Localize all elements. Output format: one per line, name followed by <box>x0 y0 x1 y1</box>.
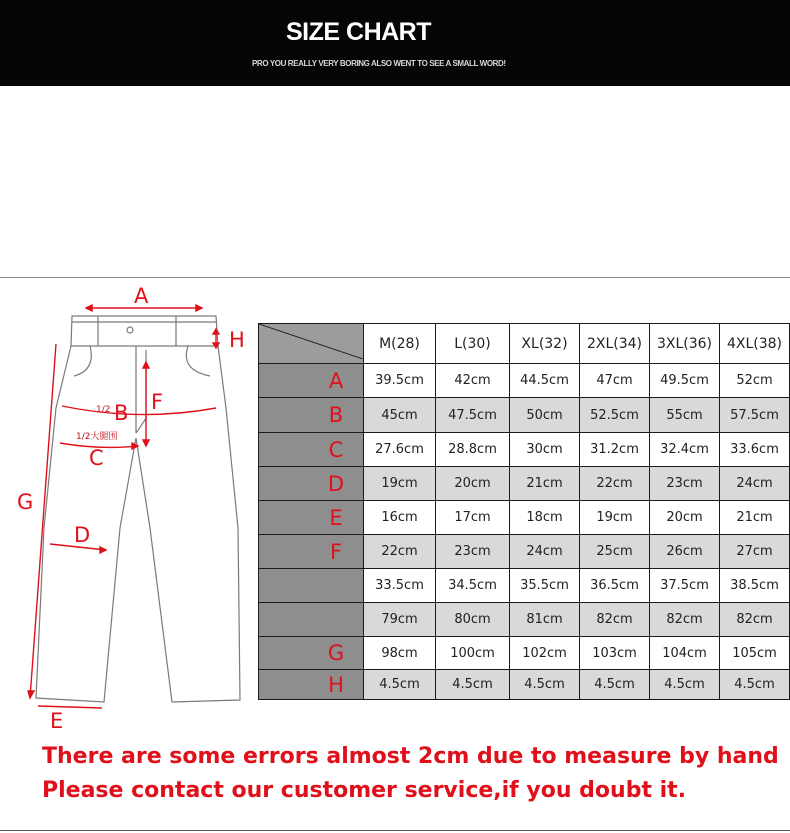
table-cell: 17cm <box>436 501 510 535</box>
column-header: M(28) <box>364 324 436 364</box>
table-cell: 21cm <box>510 467 580 501</box>
table-cell: 39.5cm <box>364 364 436 398</box>
table-cell: 50cm <box>510 398 580 433</box>
page-title: SIZE CHART <box>286 18 431 46</box>
header-subtitle: PRO YOU REALLY VERY BORING ALSO WENT TO SEE A SMALL WORD! <box>252 59 506 68</box>
table-cell: 4.5cm <box>510 670 580 700</box>
table-row <box>259 637 790 670</box>
table-cell: 23cm <box>650 467 720 501</box>
table-row <box>259 569 790 603</box>
table-corner-cell <box>259 324 364 364</box>
table-cell: 4.5cm <box>364 670 436 700</box>
table-cell: 105cm <box>720 637 790 670</box>
table-cell: 20cm <box>436 467 510 501</box>
table-cell: 100cm <box>436 637 510 670</box>
table-cell: 44.5cm <box>510 364 580 398</box>
bottom-divider <box>0 830 790 831</box>
row-label: G <box>259 637 364 670</box>
label-f: F <box>151 390 164 414</box>
row-label: F <box>259 535 364 569</box>
table-cell: 28.8cm <box>436 433 510 467</box>
table-cell: 24cm <box>720 467 790 501</box>
table-cell: 20cm <box>650 501 720 535</box>
table-row <box>259 433 790 467</box>
label-b: B <box>114 401 129 425</box>
label-h: H <box>229 328 245 352</box>
table-header-row <box>259 324 790 364</box>
table-cell: 79cm <box>364 603 436 637</box>
table-cell: 47cm <box>580 364 650 398</box>
table-cell: 24cm <box>510 535 580 569</box>
table-cell: 37.5cm <box>650 569 720 603</box>
table-cell: 55cm <box>650 398 720 433</box>
table-row <box>259 670 790 700</box>
table-row <box>259 467 790 501</box>
table-cell: 23cm <box>436 535 510 569</box>
table-cell: 52cm <box>720 364 790 398</box>
table-cell: 82cm <box>650 603 720 637</box>
table-cell: 81cm <box>510 603 580 637</box>
row-label <box>259 603 364 637</box>
table-cell: 33.6cm <box>720 433 790 467</box>
table-cell: 16cm <box>364 501 436 535</box>
label-d: D <box>74 523 91 547</box>
label-c: C <box>89 446 104 470</box>
table-cell: 21cm <box>720 501 790 535</box>
table-cell: 103cm <box>580 637 650 670</box>
column-header: 3XL(36) <box>650 324 720 364</box>
table-cell: 27.6cm <box>364 433 436 467</box>
table-row <box>259 535 790 569</box>
table-cell: 32.4cm <box>650 433 720 467</box>
row-label <box>259 569 364 603</box>
header-banner <box>0 0 790 86</box>
note-line-1: There are some errors almost 2cm due to measure by hand <box>42 744 779 769</box>
jeans-diagram <box>0 278 260 738</box>
row-label: E <box>259 501 364 535</box>
table-cell: 47.5cm <box>436 398 510 433</box>
table-cell: 4.5cm <box>436 670 510 700</box>
table-cell: 104cm <box>650 637 720 670</box>
label-e: E <box>50 709 64 733</box>
table-cell: 36.5cm <box>580 569 650 603</box>
note-line-2: Please contact our customer service,if you doubt it. <box>42 778 687 803</box>
table-cell: 80cm <box>436 603 510 637</box>
table-row <box>259 364 790 398</box>
table-row <box>259 603 790 637</box>
table-cell: 18cm <box>510 501 580 535</box>
table-cell: 98cm <box>364 637 436 670</box>
row-label: A <box>259 364 364 398</box>
table-cell: 45cm <box>364 398 436 433</box>
table-cell: 22cm <box>580 467 650 501</box>
column-header: L(30) <box>436 324 510 364</box>
table-cell: 31.2cm <box>580 433 650 467</box>
table-cell: 27cm <box>720 535 790 569</box>
table-cell: 30cm <box>510 433 580 467</box>
table-cell: 33.5cm <box>364 569 436 603</box>
column-header: 2XL(34) <box>580 324 650 364</box>
column-header: 4XL(38) <box>720 324 790 364</box>
table-cell: 19cm <box>580 501 650 535</box>
table-cell: 26cm <box>650 535 720 569</box>
size-table <box>258 323 790 700</box>
label-g: G <box>17 490 34 514</box>
table-cell: 57.5cm <box>720 398 790 433</box>
table-row <box>259 501 790 535</box>
table-cell: 4.5cm <box>720 670 790 700</box>
table-cell: 102cm <box>510 637 580 670</box>
table-row <box>259 398 790 433</box>
table-cell: 35.5cm <box>510 569 580 603</box>
table-cell: 49.5cm <box>650 364 720 398</box>
label-half-b: 1/2 <box>96 405 111 415</box>
table-cell: 22cm <box>364 535 436 569</box>
table-cell: 4.5cm <box>650 670 720 700</box>
jeans-illustration <box>0 278 260 738</box>
table-cell: 19cm <box>364 467 436 501</box>
table-cell: 82cm <box>580 603 650 637</box>
row-label: B <box>259 398 364 433</box>
table-cell: 34.5cm <box>436 569 510 603</box>
row-label: D <box>259 467 364 501</box>
table-cell: 42cm <box>436 364 510 398</box>
label-half-c: 1/2大腿围 <box>76 432 118 442</box>
table-cell: 4.5cm <box>580 670 650 700</box>
table-cell: 52.5cm <box>580 398 650 433</box>
column-header: XL(32) <box>510 324 580 364</box>
row-label: H <box>259 670 364 700</box>
corner-diagonal <box>259 324 363 359</box>
table-cell: 82cm <box>720 603 790 637</box>
row-label: C <box>259 433 364 467</box>
table-cell: 38.5cm <box>720 569 790 603</box>
label-a: A <box>134 284 149 308</box>
table-cell: 25cm <box>580 535 650 569</box>
